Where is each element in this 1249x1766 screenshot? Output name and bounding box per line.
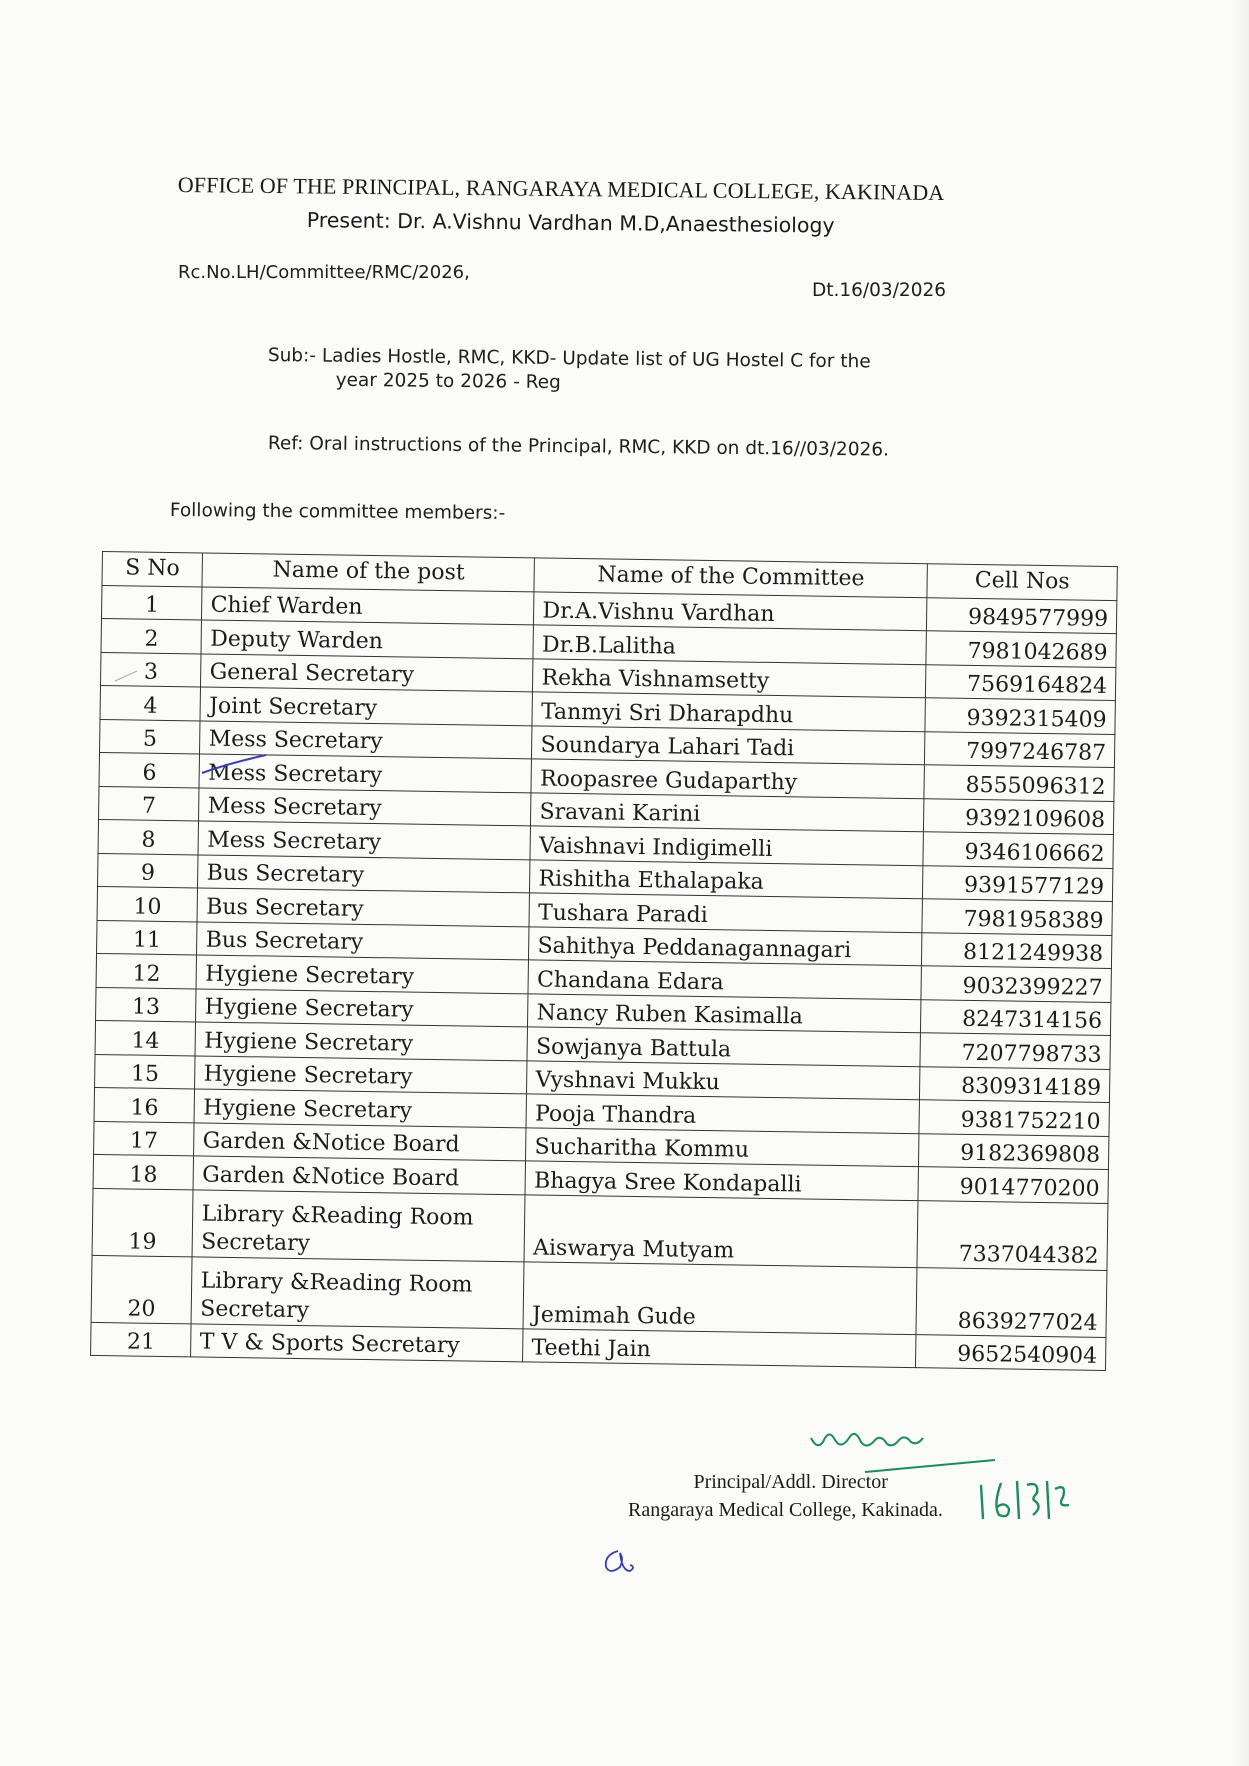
signatory-designation: Principal/Addl. Director: [693, 1471, 888, 1493]
intro-text: Following the committee members:-: [169, 500, 506, 524]
post-line-1: Hygiene Secretary: [205, 961, 415, 990]
post-line-1: General Secretary: [209, 659, 415, 688]
cell-phone-number: 8309314189: [920, 1066, 1110, 1102]
post-line-1: Deputy Warden: [210, 626, 384, 654]
cell-member-name: Teethi Jain: [523, 1328, 916, 1367]
cell-member-name: Sahithya Peddanagannagari: [529, 926, 922, 965]
cell-phone-number: 9182369808: [919, 1133, 1109, 1169]
cell-sno: 14: [95, 1020, 196, 1055]
cell-sno: 2: [101, 619, 202, 654]
post-line-1: Bus Secretary: [206, 894, 364, 922]
subject: [267, 344, 870, 398]
handwritten-initial: [600, 1545, 640, 1585]
cell-sno: 7: [99, 786, 200, 821]
cell-post: [202, 586, 534, 624]
cell-member-name: Tushara Paradi: [529, 893, 922, 932]
post-line-1: Hygiene Secretary: [204, 1028, 414, 1057]
cell-phone-number: 9849577999: [927, 597, 1117, 633]
reference-line: Ref: Oral instructions of the Principal, RMC, KKD on dt.16//03/2026.: [267, 433, 890, 461]
post-line-1: Library &Reading Room: [200, 1268, 473, 1298]
present-line: Present: Dr. A.Vishnu Vardhan M.D,Anaesthesiology: [306, 208, 835, 238]
cell-post: [194, 1156, 526, 1194]
post-line-1: Joint Secretary: [209, 693, 378, 721]
cell-post: [200, 687, 532, 725]
cell-post: [196, 988, 528, 1026]
cell-member-name: Chandana Edara: [528, 960, 921, 999]
cell-member-name: Dr.B.Lalitha: [533, 625, 926, 664]
cell-member-name: Sravani Karini: [531, 792, 924, 831]
header-sno: S No: [102, 552, 203, 587]
cell-sno: 5: [100, 719, 201, 754]
cell-post: [197, 955, 529, 993]
cell-sno: 19: [92, 1188, 193, 1256]
cell-member-name: Aiswarya Mutyam: [524, 1194, 918, 1267]
cell-post: [199, 787, 531, 825]
cell-phone-number: 8121249938: [922, 932, 1112, 968]
post-line-1: Chief Warden: [210, 592, 363, 620]
scan-mark: [113, 669, 143, 683]
post-line-1: Mess Secretary: [208, 726, 383, 755]
committee-table: [90, 551, 1118, 1371]
office-title: OFFICE OF THE PRINCIPAL, RANGARAYA MEDICAL COLLEGE, KAKINADA: [177, 172, 945, 206]
cell-member-name: Dr.A.Vishnu Vardhan: [534, 591, 927, 630]
cell-sno: 8: [98, 819, 199, 854]
page-edge: [1231, 0, 1249, 1766]
post-line-1: Mess Secretary: [207, 793, 382, 822]
committee-table-wrapper: [90, 551, 1118, 1371]
handwritten-date: [975, 1475, 1075, 1525]
cell-sno: 4: [100, 685, 201, 720]
post-line-1: Garden &Notice Board: [202, 1162, 460, 1191]
cell-phone-number: 9381752210: [919, 1100, 1109, 1136]
pen-stroke-mark: [200, 753, 270, 775]
signature-block: [628, 1468, 943, 1524]
cell-phone-number: 9014770200: [918, 1167, 1108, 1203]
subject-line-2: year 2025 to 2026 - Reg: [335, 369, 561, 394]
cell-sno: 20: [91, 1255, 192, 1323]
post-line-1: T V & Sports Secretary: [199, 1329, 460, 1359]
cell-sno: 9: [98, 853, 199, 888]
cell-post: [193, 1189, 526, 1261]
cell-member-name: Soundarya Lahari Tadi: [532, 725, 925, 764]
cell-sno: 16: [94, 1087, 195, 1122]
cell-post: [201, 620, 533, 658]
cell-member-name: Jemimah Gude: [523, 1261, 917, 1334]
cell-post: [196, 1022, 528, 1060]
cell-phone-number: 7997246787: [925, 731, 1115, 767]
document-date: Dt.16/03/2026: [812, 280, 947, 301]
cell-sno: 6: [99, 752, 200, 787]
cell-phone-number: 8247314156: [921, 999, 1111, 1035]
cell-member-name: Sowjanya Battula: [527, 1027, 920, 1066]
cell-member-name: Rishitha Ethalapaka: [530, 859, 923, 898]
post-line-1: Garden &Notice Board: [202, 1128, 460, 1158]
header-name: Name of the Committee: [534, 558, 927, 597]
cell-sno: 17: [94, 1121, 195, 1156]
header-cell: Cell Nos: [927, 564, 1117, 600]
cell-post: [192, 1256, 525, 1328]
cell-member-name: Tanmyi Sri Dharapdhu: [532, 692, 925, 731]
cell-sno: 18: [93, 1154, 194, 1189]
cell-post: [201, 653, 533, 691]
cell-sno: 1: [101, 585, 202, 620]
cell-member-name: Bhagya Sree Kondapalli: [525, 1161, 918, 1200]
cell-sno: 12: [96, 953, 197, 988]
cell-sno: 15: [95, 1054, 196, 1089]
post-line-1: Bus Secretary: [205, 927, 364, 955]
cell-member-name: Roopasree Gudaparthy: [531, 759, 924, 798]
cell-phone-number: 9652540904: [916, 1334, 1106, 1370]
post-line-1: Bus Secretary: [206, 860, 365, 888]
cell-member-name: Vyshnavi Mukku: [527, 1060, 920, 1099]
cell-post: [195, 1055, 527, 1093]
cell-member-name: Rekha Vishnamsetty: [533, 658, 926, 697]
cell-sno: 10: [97, 886, 198, 921]
cell-post: [198, 821, 530, 859]
post-line-1: Hygiene Secretary: [204, 994, 414, 1023]
cell-post: [197, 921, 529, 959]
cell-phone-number: 7207798733: [920, 1033, 1110, 1069]
post-line-1: Hygiene Secretary: [203, 1061, 413, 1090]
cell-post: [191, 1323, 523, 1361]
cell-sno: 3: [101, 652, 202, 687]
post-line-1: Library &Reading Room: [201, 1201, 474, 1231]
reference-number: Rc.No.LH/Committee/RMC/2026,: [178, 262, 470, 283]
cell-phone-number: 9392315409: [925, 698, 1115, 734]
cell-phone-number: 9391577129: [923, 865, 1113, 901]
cell-member-name: Vaishnavi Indigimelli: [530, 826, 923, 865]
signatory-institution: Rangaraya Medical College, Kakinada.: [628, 1499, 943, 1521]
cell-post: [195, 1089, 527, 1127]
cell-member-name: Nancy Ruben Kasimalla: [528, 993, 921, 1032]
post-line-2: Secretary: [201, 1229, 311, 1256]
cell-post: [198, 854, 530, 892]
cell-phone-number: 9346106662: [923, 832, 1113, 868]
cell-member-name: Sucharitha Kommu: [526, 1127, 919, 1166]
cell-sno: 11: [97, 920, 198, 955]
cell-phone-number: 9392109608: [924, 798, 1114, 834]
cell-phone-number: 7981042689: [926, 631, 1116, 667]
cell-phone-number: 7337044382: [917, 1200, 1108, 1270]
cell-phone-number: 7981958389: [922, 899, 1112, 935]
subject-line-1: Sub:- Ladies Hostle, RMC, KKD- Update list of UG Hostel C for the: [267, 344, 871, 373]
post-line-2: Secretary: [200, 1296, 310, 1323]
cell-sno: 21: [91, 1322, 192, 1357]
cell-member-name: Pooja Thandra: [526, 1094, 919, 1133]
cell-phone-number: 8639277024: [916, 1267, 1107, 1337]
cell-phone-number: 9032399227: [921, 966, 1111, 1002]
post-line-1: Mess Secretary: [208, 760, 383, 788]
cell-phone-number: 8555096312: [924, 765, 1114, 801]
cell-post: [194, 1122, 526, 1160]
cell-phone-number: 7569164824: [926, 664, 1116, 700]
post-line-1: Mess Secretary: [207, 827, 382, 855]
table-body: [91, 585, 1117, 1370]
cell-sno: 13: [96, 987, 197, 1022]
header-post: Name of the post: [202, 553, 534, 591]
post-line-1: Hygiene Secretary: [203, 1095, 413, 1124]
cell-post: [197, 888, 529, 926]
